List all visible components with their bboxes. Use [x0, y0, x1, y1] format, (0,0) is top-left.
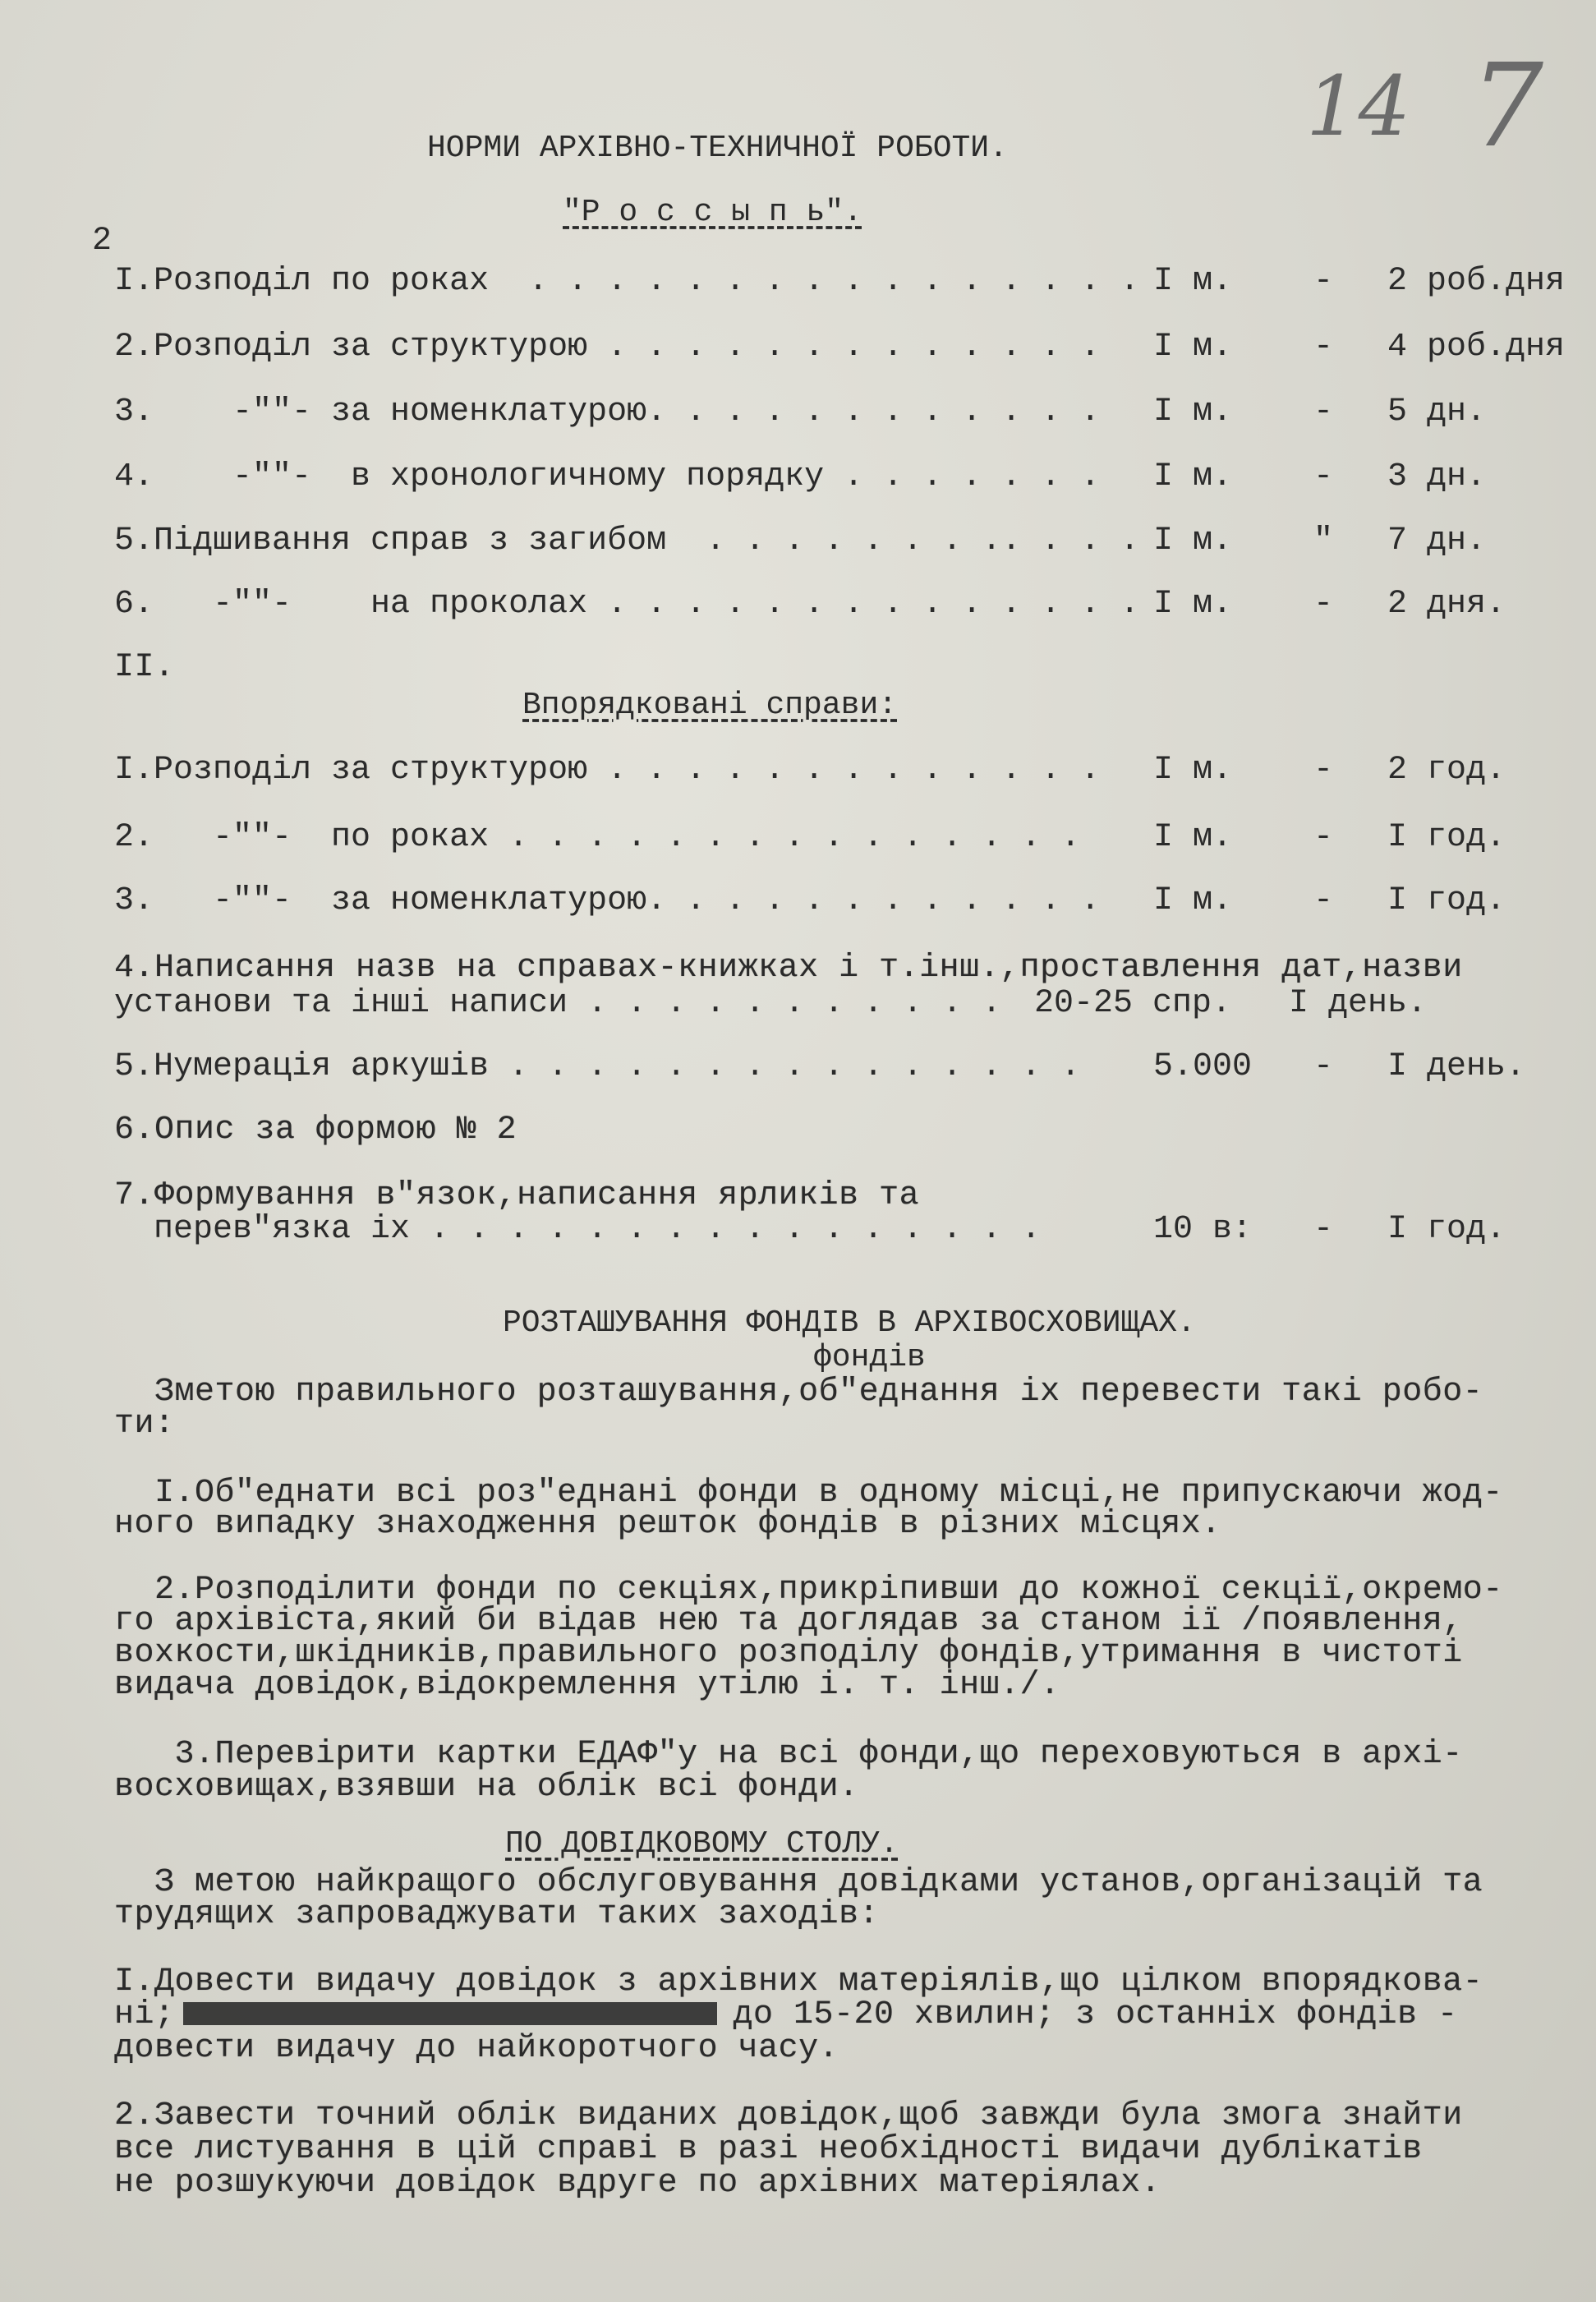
norm-row — [114, 263, 1596, 300]
norm-label: 5.Підшивання справ з загибом . . . . . . . .. . . . — [114, 523, 1140, 559]
norm-label: 6. -""- на проколах . . . . . . . . . . . . . . — [114, 586, 1140, 623]
norm-qty: 5.000 — [1153, 1048, 1253, 1085]
norm-value: 2 год. — [1387, 752, 1506, 789]
norm-label: перев"язка іх . . . . . . . . . . . . . . . . — [114, 1211, 1042, 1248]
section3-subheading: фондів — [813, 1340, 926, 1375]
overtyped-text — [183, 2002, 717, 2025]
section4-intro: З метою найкращого обслуговування довідками установ,організацій та — [114, 1864, 1483, 1901]
norm-row — [114, 752, 1596, 789]
section3-item3: 3.Перевірити картки ЕДАФ"у на всі фонди,що переховуються в архі- — [114, 1736, 1463, 1773]
handwritten-folio-number: 14 — [1306, 58, 1411, 154]
norm-label: 2.Розподіл за структурою . . . . . . . . . . . . . — [114, 329, 1101, 366]
norm-row — [114, 458, 1596, 495]
section1-heading: "Р о с с ы п ь". — [563, 195, 862, 230]
norm-qty: I м. — [1153, 819, 1233, 856]
norm-dash: - — [1313, 329, 1334, 366]
norm-value: I день. — [1387, 1048, 1526, 1085]
section3-item3: восховищах,взявши на облік всі фонди. — [114, 1769, 859, 1806]
norm-value: 7 дн. — [1387, 523, 1487, 559]
section4-item2: не розшукуючи довідок вдруге по архівних матеріялах. — [114, 2165, 1161, 2202]
section4-intro: трудящих запроваджувати таких заходів: — [114, 1896, 880, 1933]
norm-row — [114, 523, 1596, 559]
section2-number: II. — [114, 649, 175, 686]
norm-row — [114, 394, 1596, 430]
norm-dash: - — [1313, 458, 1334, 495]
norm-row — [114, 819, 1596, 856]
section3-item2: видача довідок,відокремлення утілю і. т. інш./. — [114, 1667, 1060, 1704]
document-title: НОРМИ АРХІВНО-ТЕХНИЧНОЇ РОБОТИ. — [427, 131, 1008, 166]
section4-item1-end: до 15-20 хвилин; з останніх фондів - — [733, 1996, 1458, 2033]
norm-qty: I м. — [1153, 752, 1233, 789]
norm-qty: I м. — [1153, 882, 1233, 919]
norm-label: I.Розподіл по роках . . . . . . . . . . . . . . . . — [114, 263, 1140, 300]
norm-label: 3. -""- за номенклатурою. . . . . . . . . . . . — [114, 394, 1101, 430]
norm-qty: I м. — [1153, 263, 1233, 300]
norm-dash: " — [1313, 523, 1334, 559]
section4-item2: 2.Завести точний облік виданих довідок,щоб завжди була змога знайти — [114, 2097, 1463, 2134]
norm-value: I год. — [1387, 819, 1506, 856]
section3-heading: РОЗТАШУВАННЯ ФОНДІВ В АРХІВОСХОВИЩАХ. — [503, 1305, 1196, 1341]
norm-label: 3. -""- за номенклатурою. . . . . . . . . . . . — [114, 882, 1101, 919]
section4-heading: ПО ДОВІДКОВОМУ СТОЛУ. — [505, 1826, 899, 1862]
section3-item2: 2.Розподілити фонди по секціях,прикріпивши до кожної секції,окремо- — [114, 1572, 1503, 1609]
norm-label: 5.Нумерація аркушів . . . . . . . . . . . . . . . — [114, 1048, 1081, 1085]
section4-item1: I.Довести видачу довідок з архівних матеріялів,що цілком впорядкова- — [114, 1964, 1483, 2000]
norm-value: I день. — [1289, 985, 1428, 1022]
norm-qty: I м. — [1153, 586, 1233, 623]
norm-item4-line1: 4.Написання назв на справах-книжках і т.інш.,проставлення дат,назви — [114, 950, 1463, 987]
norm-qty: I м. — [1153, 523, 1233, 559]
norm-qty: I м. — [1153, 394, 1233, 430]
norm-dash: - — [1313, 586, 1334, 623]
norm-qty: 10 в: — [1153, 1211, 1253, 1248]
norm-value: 2 роб.дня — [1387, 263, 1566, 300]
norm-row — [114, 1048, 1596, 1085]
section4-item1: довести видачу до найкоротчого часу. — [114, 2030, 839, 2067]
section3-item1: I.Об"еднати всі роз"еднані фонди в одному місці,не припускаючи жод- — [114, 1475, 1503, 1512]
norm-row — [114, 985, 1596, 1022]
margin-mark: 2 — [92, 223, 113, 260]
section2-heading: Впорядковані справи: — [522, 688, 898, 723]
norm-value: I год. — [1387, 882, 1506, 919]
norm-dash: - — [1313, 752, 1334, 789]
norm-qty: I м. — [1153, 458, 1233, 495]
norm-row — [114, 329, 1596, 366]
norm-row — [114, 586, 1596, 623]
norm-label: I.Розподіл за структурою . . . . . . . . . . . . . — [114, 752, 1101, 789]
section3-item2: го архівіста,який би відав нею та доглядав за станом ії /появлення, — [114, 1603, 1463, 1640]
section4-item1-start: ні; — [114, 1996, 175, 2033]
norm-value: 2 дня. — [1387, 586, 1506, 623]
handwritten-folio-number: 7 — [1470, 39, 1544, 173]
norm-dash: - — [1313, 1211, 1334, 1248]
norm-dash: - — [1313, 263, 1334, 300]
section3-intro: ти: — [114, 1406, 175, 1443]
norm-value: 4 роб.дня — [1387, 329, 1566, 366]
norm-value: I год. — [1387, 1211, 1506, 1248]
section4-item1 — [114, 1996, 1458, 2033]
norm-label: 4. -""- в хронологичному порядку . . . . . . . — [114, 458, 1101, 495]
section4-item2: все листування в цій справі в разі необхідності видачи дублікатів — [114, 2131, 1423, 2168]
norm-dash: - — [1313, 819, 1334, 856]
norm-value: 5 дн. — [1387, 394, 1487, 430]
norm-label: 2. -""- по роках . . . . . . . . . . . . . . . — [114, 819, 1081, 856]
section3-intro: Зметою правильного розташування,об"еднання іх перевести такі робо- — [114, 1374, 1483, 1411]
norm-label: установи та інші написи . . . . . . . . . . . — [114, 985, 1002, 1022]
norm-qty: 20-25 спр. — [1034, 985, 1232, 1022]
section3-item2: вохкости,шкідників,правильного розподілу фондів,утримання в чистоті — [114, 1635, 1463, 1672]
norm-item7-line1: 7.Формування в"язок,написання ярликів та — [114, 1177, 920, 1214]
norm-row — [114, 1211, 1596, 1248]
norm-dash: - — [1313, 882, 1334, 919]
norm-item6: 6.Опис за формою № 2 — [114, 1112, 517, 1149]
norm-row — [114, 882, 1596, 919]
norm-value: 3 дн. — [1387, 458, 1487, 495]
section3-item1: ного випадку знаходження решток фондів в різних місцях. — [114, 1506, 1221, 1543]
norm-dash: - — [1313, 394, 1334, 430]
norm-dash: - — [1313, 1048, 1334, 1085]
norm-qty: I м. — [1153, 329, 1233, 366]
